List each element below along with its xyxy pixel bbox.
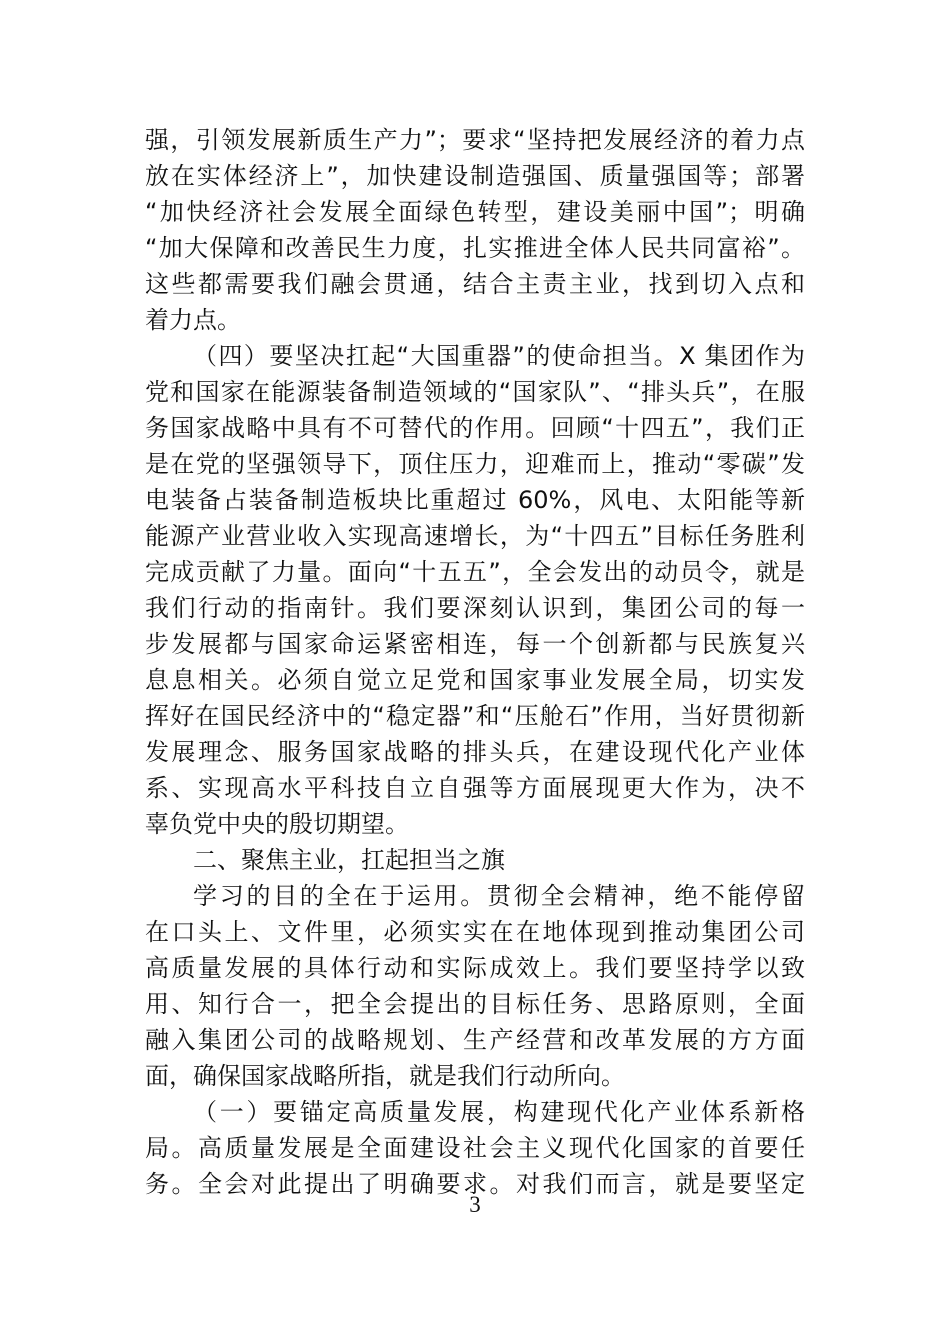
document-body: [145, 122, 805, 1202]
text-line: 党和国家在能源装备制造领域的“国家队”、“排头兵”，在服: [145, 378, 805, 406]
page-number: 3: [469, 1192, 481, 1217]
text-line: 我们行动的指南针。我们要深刻认识到，集团公司的每一: [145, 594, 805, 622]
text-line: 辜负党中央的殷切期望。: [145, 810, 409, 838]
text-line: 务国家战略中具有不可替代的作用。回顾“十四五”，我们正: [145, 414, 805, 442]
text-line: 二、聚焦主业，扛起担当之旗: [193, 846, 505, 874]
text-line: “加大保障和改善民生力度，扎实推进全体人民共同富裕”。: [145, 234, 805, 262]
text-line: 强，引领发展新质生产力”；要求“坚持把发展经济的着力点: [145, 126, 805, 154]
text-line: 完成贡献了力量。面向“十五五”，全会发出的动员令，就是: [145, 558, 805, 586]
paragraph: [145, 878, 805, 1094]
paragraph: [145, 338, 805, 842]
text-line: 步发展都与国家命运紧密相连，每一个创新都与民族复兴: [145, 630, 805, 658]
paragraph: [145, 1094, 805, 1202]
paragraph: [145, 122, 805, 338]
text-line: 系、实现高水平科技自立自强等方面展现更大作为，决不: [145, 774, 805, 802]
text-line: 放在实体经济上”，加快建设制造强国、质量强国等；部署: [145, 162, 805, 190]
text-line: （一）要锚定高质量发展，构建现代化产业体系新格: [193, 1098, 805, 1126]
text-line: “加快经济社会发展全面绿色转型，建设美丽中国”；明确: [145, 198, 805, 226]
text-line: 发展理念、服务国家战略的排头兵，在建设现代化产业体: [145, 738, 805, 766]
text-line: 电装备占装备制造板块比重超过 60%，风电、太阳能等新: [145, 486, 805, 514]
text-line: 能源产业营业收入实现高速增长，为“十四五”目标任务胜利: [145, 522, 805, 550]
text-line: 是在党的坚强领导下，顶住压力，迎难而上，推动“零碳”发: [145, 450, 805, 478]
text-line: 局。高质量发展是全面建设社会主义现代化国家的首要任: [145, 1134, 805, 1162]
text-line: 务。全会对此提出了明确要求。对我们而言，就是要坚定: [145, 1170, 805, 1198]
text-line: 学习的目的全在于运用。贯彻全会精神，绝不能停留: [193, 882, 805, 910]
text-line: 高质量发展的具体行动和实际成效上。我们要坚持学以致: [145, 954, 805, 982]
text-line: 着力点。: [145, 306, 241, 334]
text-line: 在口头上、文件里，必须实实在在地体现到推动集团公司: [145, 918, 805, 946]
section-heading: [145, 842, 805, 878]
text-line: 融入集团公司的战略规划、生产经营和改革发展的方方面: [145, 1026, 805, 1054]
text-line: 用、知行合一，把全会提出的目标任务、思路原则，全面: [145, 990, 805, 1018]
text-line: 面，确保国家战略所指，就是我们行动所向。: [145, 1062, 625, 1090]
text-line: 息息相关。必须自觉立足党和国家事业发展全局，切实发: [145, 666, 805, 694]
text-line: （四）要坚决扛起“大国重器”的使命担当。X 集团作为: [193, 342, 805, 370]
text-line: 挥好在国民经济中的“稳定器”和“压舱石”作用，当好贯彻新: [145, 702, 805, 730]
text-line: 这些都需要我们融会贯通，结合主责主业，找到切入点和: [145, 270, 805, 298]
